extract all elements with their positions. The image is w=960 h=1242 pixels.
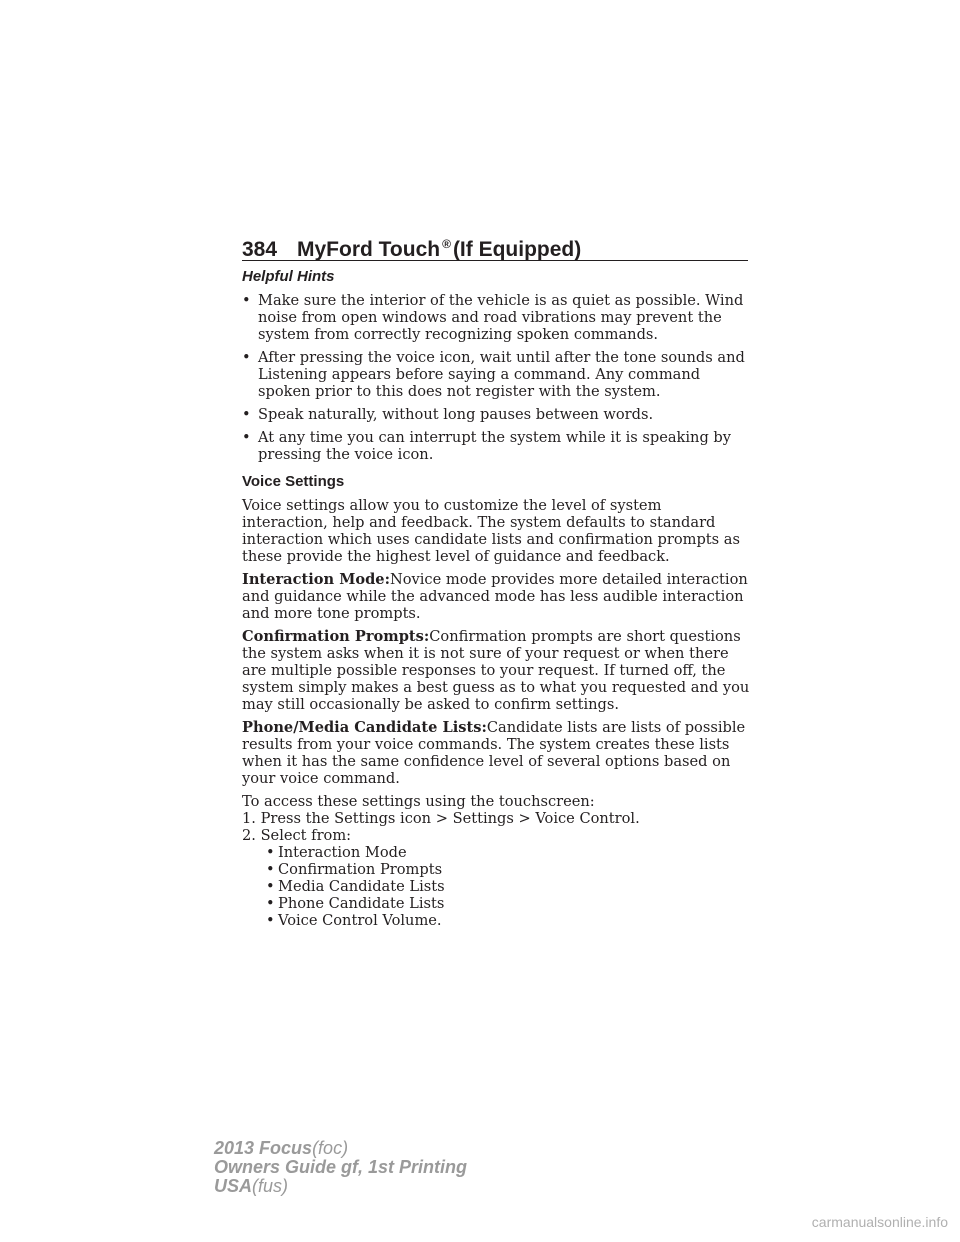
list-item: • Make sure the interior of the vehicle is as quiet as possible. Wind noise from open windows and road vibrations may prevent the system from correctly recognizing spoken commands. <box>242 292 744 343</box>
interaction-mode-label: Interaction Mode: <box>242 571 390 588</box>
candidate-lists-label: Phone/Media Candidate Lists: <box>242 719 487 736</box>
access-instructions <box>242 793 750 929</box>
list-item: • Confirmation Prompts <box>266 861 443 878</box>
confirmation-prompts-paragraph <box>242 628 750 713</box>
list-item: • Interaction Mode <box>266 844 407 861</box>
candidate-lists-paragraph <box>242 719 750 787</box>
page-content <box>242 268 750 929</box>
bullet-icon: • <box>242 406 251 423</box>
voice-settings-intro: Voice settings allow you to customize the level of system interaction, help and feedback. The system defaults to standard interaction which uses candidate lists and confirmation prompts as these provide the highest level of guidance and feedback. <box>242 497 740 565</box>
voice-options-list <box>242 844 750 929</box>
site-watermark: carmanualsonline.info <box>811 1214 948 1230</box>
bullet-icon: • <box>266 912 275 929</box>
footer-model-line: 2013 Focus(foc) <box>214 1138 349 1158</box>
confirmation-prompts-label: Confirmation Prompts: <box>242 628 430 645</box>
list-item: • After pressing the voice icon, wait until after the tone sounds and Listening appears before saying a command. Any command spoken prior to this does not register with the system. <box>242 349 745 400</box>
helpful-hints-heading: Helpful Hints <box>242 268 335 285</box>
section-title-suffix: (If Equipped) <box>452 238 582 261</box>
registered-mark: ® <box>442 237 451 251</box>
list-item: • Phone Candidate Lists <box>266 895 445 912</box>
page-header <box>242 228 748 261</box>
bullet-icon: • <box>266 895 275 912</box>
bullet-icon: • <box>266 844 275 861</box>
steps-list <box>242 810 750 929</box>
step-1: 1. Press the Settings icon > Settings > Voice Control. <box>242 810 640 827</box>
candidate-lists-text: Candidate lists are lists of possible results from your voice commands. The system creates these lists when it has the same confidence level of several options based on your voice command. <box>242 719 746 787</box>
list-item: • Media Candidate Lists <box>266 878 445 895</box>
bullet-icon: • <box>266 861 275 878</box>
access-intro: To access these settings using the touchscreen: <box>242 793 595 810</box>
list-item: • Voice Control Volume. <box>266 912 442 929</box>
bullet-icon: • <box>242 292 251 309</box>
bullet-icon: • <box>242 349 251 366</box>
list-item: • Speak naturally, without long pauses between words. <box>242 406 654 423</box>
confirmation-prompts-text: Confirmation prompts are short questions the system asks when it is not sure of your request or when there are multiple possible responses to your request. If turned off, the system simply makes a best guess as to what you requested and you may still occasionally be asked to confirm settings. <box>242 628 750 713</box>
section-title: MyFord Touch <box>297 238 441 261</box>
interaction-mode-paragraph <box>242 571 750 622</box>
step-2: 2. Select from: • Interaction Mode • Confirmation Prompts • Media Candidate Lists • Phone Candidate Lists • Voice Control Volume. <box>242 827 750 929</box>
bullet-icon: • <box>266 878 275 895</box>
interaction-mode-text: Novice mode provides more detailed interaction and guidance while the advanced mode has less audible interaction and more tone prompts. <box>242 571 748 622</box>
bullet-icon: • <box>242 429 251 446</box>
voice-settings-heading: Voice Settings <box>242 473 345 490</box>
list-item: • At any time you can interrupt the system while it is speaking by pressing the voice icon. <box>242 429 732 463</box>
footer-market-line: USA(fus) <box>214 1176 289 1196</box>
page-number: 384 <box>242 238 278 261</box>
print-footer <box>214 1139 554 1196</box>
footer-guide-line: Owners Guide gf, 1st Printing <box>214 1157 468 1177</box>
helpful-hints-list <box>242 292 750 463</box>
